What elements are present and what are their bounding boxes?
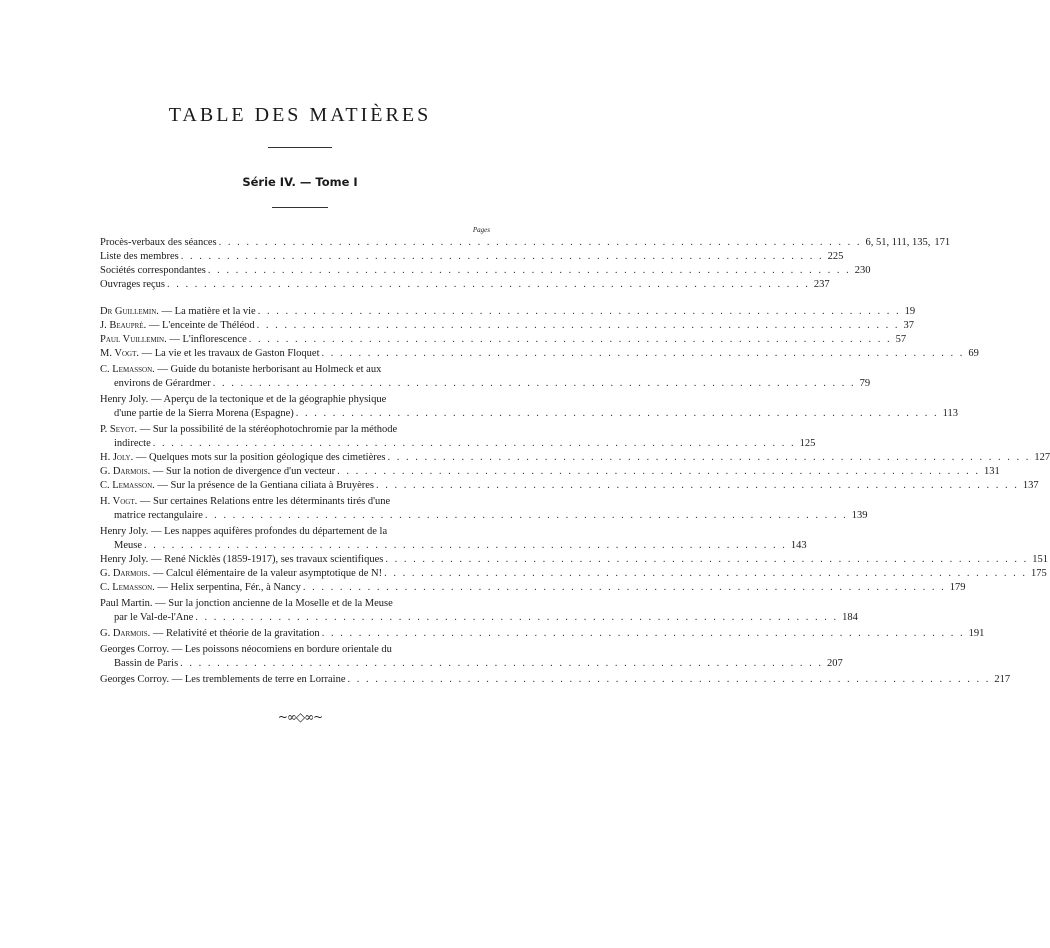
entry-title-continuation: Bassin de Paris — [114, 658, 179, 669]
entry-title-continuation: matrice rectangulaire — [114, 510, 203, 521]
toc-entry — [100, 567, 1047, 581]
entry-page: 179 — [949, 582, 966, 593]
series-rule — [272, 207, 328, 208]
entry-page: 230 — [854, 265, 871, 276]
toc-entry — [100, 451, 1050, 465]
pages-column-label: Pages — [472, 226, 490, 234]
title-rule — [268, 147, 332, 148]
entry-author: C. Lemasson. — [100, 480, 155, 491]
entry-page: 184 — [842, 612, 858, 623]
entry-page: 175 — [1030, 568, 1047, 579]
leader-dots — [178, 657, 823, 671]
leader-dots — [142, 539, 787, 553]
entry-author: P. Seyot. — [100, 424, 138, 435]
toc-entry — [100, 553, 1048, 567]
toc-entry-continuation — [114, 539, 807, 553]
entry-author: Georges Corroy. — [100, 644, 170, 655]
toc-entry — [100, 333, 907, 347]
toc-entry — [100, 278, 830, 292]
entry-title-continuation: d'une partie de la Sierra Morena (Espagne) — [114, 408, 294, 419]
leader-dots — [206, 264, 851, 278]
entry-title: — Les poissons néocomiens en bordure orientale du — [171, 644, 392, 655]
leader-dots — [203, 509, 848, 523]
leader-dots — [294, 407, 939, 421]
entry-title: Liste des membres — [100, 251, 179, 262]
entry-title: — L'enceinte de Théléod — [148, 320, 255, 331]
leader-dots — [335, 465, 980, 479]
leader-dots — [382, 567, 1027, 581]
toc-entry — [100, 393, 490, 407]
entry-title-continuation: environs de Gérardmer — [114, 378, 211, 389]
entry-title: — Sur la notion de divergence d'un vecteur — [152, 466, 336, 477]
entry-page: 137 — [1022, 480, 1039, 491]
toc-entry — [100, 465, 1000, 479]
entry-page: 217 — [994, 674, 1011, 685]
entry-title-continuation: indirecte — [114, 438, 151, 449]
entry-title: — Les tremblements de terre en Lorraine — [171, 674, 346, 685]
entry-author: H. Joly. — [100, 452, 134, 463]
leader-dots — [385, 451, 1030, 465]
entry-author: G. Darmois. — [100, 568, 151, 579]
toc-entry-continuation — [114, 377, 871, 391]
entry-title-continuation: par le Val-de-l'Ane — [114, 612, 194, 623]
toc-entry — [100, 423, 490, 437]
entry-title: — Sur la possibilité de la stéréophotochromie par la méthode — [139, 424, 398, 435]
entry-author: J. Beaupré. — [100, 320, 147, 331]
entry-title: — La vie et les travaux de Gaston Floquet — [141, 348, 320, 359]
leader-dots — [383, 553, 1028, 567]
entry-title: — Guide du botaniste herborisant au Holmeck et aux — [157, 364, 382, 375]
entry-title: — René Nicklès (1859-1917), ses travaux scientifiques — [150, 554, 384, 565]
toc-entry — [100, 319, 914, 333]
toc-entry — [100, 581, 966, 595]
entry-title: — Relativité et théorie de la gravitation — [152, 628, 320, 639]
entry-page: 127 — [1034, 452, 1050, 463]
toc-entry — [100, 264, 871, 278]
toc-entry — [100, 305, 916, 319]
leader-dots — [255, 319, 900, 333]
entry-page: 69 — [968, 348, 979, 359]
entry-title: Sociétés correspondantes — [100, 265, 206, 276]
leader-dots — [320, 627, 965, 641]
entry-page: 143 — [790, 540, 807, 551]
series-heading: Série IV. — Tome I — [242, 175, 358, 189]
toc-entry — [100, 495, 490, 509]
entry-page: 57 — [895, 334, 907, 345]
leader-dots — [179, 250, 824, 264]
entry-title: — L'inflorescence — [169, 334, 247, 345]
toc-entry-continuation — [114, 611, 858, 625]
toc-entry-continuation — [114, 437, 816, 451]
entry-page: 171 — [934, 237, 951, 248]
entry-author: Henry Joly. — [100, 526, 149, 537]
entry-page: 225 — [827, 251, 844, 262]
entry-author: C. Lemasson. — [100, 364, 155, 375]
entry-page: 113 — [942, 408, 958, 419]
toc-entry — [100, 479, 1039, 493]
entry-page: 79 — [859, 378, 871, 389]
entry-page: 191 — [968, 628, 985, 639]
entry-page: 139 — [851, 510, 868, 521]
toc-entry-continuation — [114, 407, 958, 421]
toc-entry — [100, 673, 1011, 687]
entry-author: C. Lemasson. — [100, 582, 155, 593]
toc-entry — [100, 250, 844, 264]
leader-dots — [320, 347, 965, 361]
entry-page: 237 — [813, 279, 830, 290]
entry-author: G. Darmois. — [100, 628, 151, 639]
entry-title-continuation: Meuse — [114, 540, 142, 551]
entry-page-list: 6, 51, 111, 135, — [865, 237, 931, 248]
entry-author: Paul Martin. — [100, 598, 153, 609]
entry-title: Procès-verbaux des séances — [100, 237, 217, 248]
entry-author: Henry Joly. — [100, 554, 149, 565]
toc-entry-continuation — [114, 657, 843, 671]
entry-title: Ouvrages reçus — [100, 279, 166, 290]
leader-dots — [151, 437, 796, 451]
entry-page: 19 — [904, 306, 916, 317]
leader-dots — [193, 611, 838, 625]
entry-page: 151 — [1032, 554, 1048, 565]
entry-author: Paul Vuillemin. — [100, 334, 167, 345]
entry-page: 207 — [827, 658, 843, 669]
entry-author: H. Vogt. — [100, 496, 138, 507]
entry-page: 125 — [799, 438, 816, 449]
entry-title: — Sur la jonction ancienne de la Moselle et de la Meuse — [155, 598, 393, 609]
entry-author: M. Vogt. — [100, 348, 139, 359]
leader-dots — [165, 278, 810, 292]
ornament-divider: ~∞◇∞~ — [277, 710, 323, 724]
toc-entry — [100, 643, 490, 657]
entry-title: — Quelques mots sur la position géologique des cimetières — [135, 452, 386, 463]
leader-dots — [211, 377, 856, 391]
toc-entry — [100, 525, 490, 539]
leader-dots — [256, 305, 901, 319]
entry-author: Dr Guillemin. — [100, 306, 159, 317]
entry-page: 37 — [903, 320, 914, 331]
entry-title: — Calcul élémentaire de la valeur asymptotique de N! — [152, 568, 383, 579]
entry-author: G. Darmois. — [100, 466, 151, 477]
entry-title: — Sur certaines Relations entre les déterminants tirés d'une — [139, 496, 391, 507]
toc-entry — [100, 627, 985, 641]
entry-page: 131 — [983, 466, 1000, 477]
leader-dots — [374, 479, 1019, 493]
toc-entry — [100, 236, 951, 250]
leader-dots — [217, 236, 862, 250]
leader-dots — [247, 333, 892, 347]
leader-dots — [301, 581, 946, 595]
toc-entry — [100, 597, 490, 611]
entry-title: — Aperçu de la tectonique et de la géographie physique — [150, 394, 387, 405]
entry-author: Georges Corroy. — [100, 674, 170, 685]
toc-entry — [100, 347, 979, 361]
leader-dots — [346, 673, 991, 687]
entry-title: — Les nappes aquifères profondes du département de la — [150, 526, 388, 537]
page-title: TABLE DES MATIÈRES — [168, 104, 432, 126]
entry-author: Henry Joly. — [100, 394, 149, 405]
toc-entry-continuation — [114, 509, 868, 523]
entry-title: — Sur la présence de la Gentiana ciliata à Bruyères — [157, 480, 374, 491]
entry-title: — La matière et la vie — [161, 306, 256, 317]
toc-entry — [100, 363, 490, 377]
entry-title: — Helix serpentina, Fér., à Nancy — [157, 582, 301, 593]
